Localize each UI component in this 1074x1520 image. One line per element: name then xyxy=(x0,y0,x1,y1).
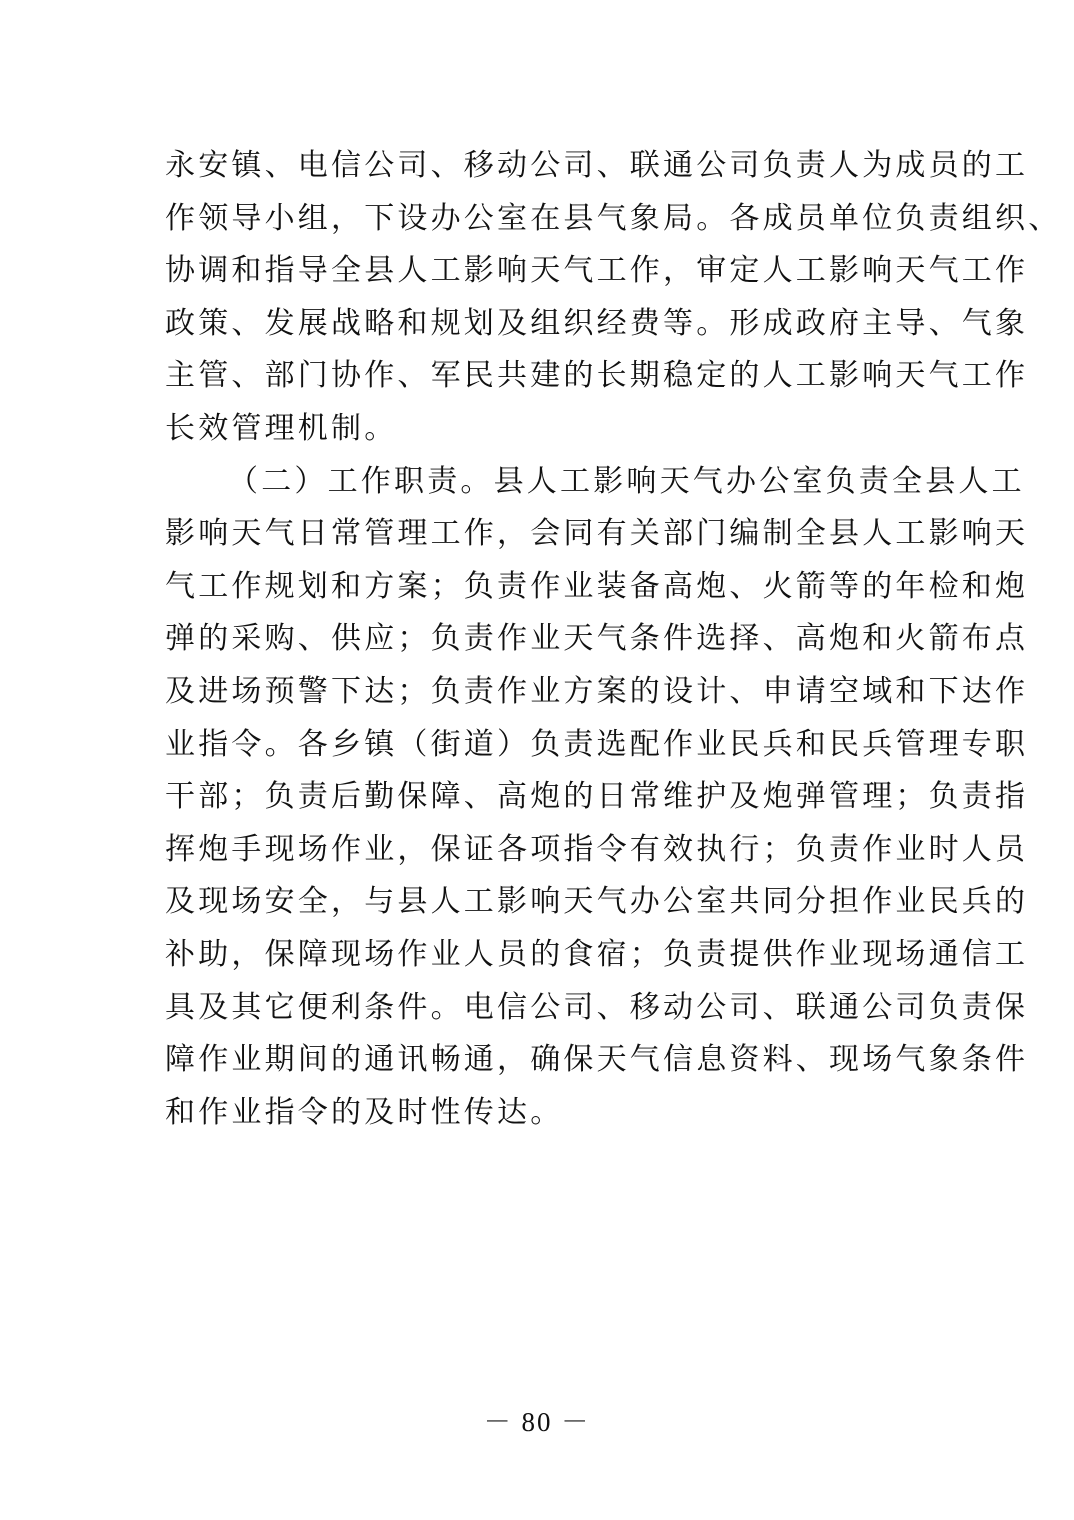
text-line: 政策、发展战略和规划及组织经费等。形成政府主导、气象 xyxy=(165,305,1029,341)
page-number: － 80 － xyxy=(483,1407,591,1437)
text-line: 补助，保障现场作业人员的食宿；负责提供作业现场通信工 xyxy=(165,936,1029,972)
text-line: 挥炮手现场作业，保证各项指令有效执行；负责作业时人员 xyxy=(165,831,1029,867)
text-line: 永安镇、电信公司、移动公司、联通公司负责人为成员的工 xyxy=(165,148,1029,183)
body-text xyxy=(165,140,1062,1139)
text-line: 气工作规划和方案；负责作业装备高炮、火箭等的年检和炮 xyxy=(165,568,1029,604)
text-line: 和作业指令的及时性传达。 xyxy=(165,1094,564,1130)
text-line: 长效管理机制。 xyxy=(165,410,398,446)
text-line: 具及其它便利条件。电信公司、移动公司、联通公司负责保 xyxy=(165,989,1029,1025)
text-line: 及进场预警下达；负责作业方案的设计、申请空域和下达作 xyxy=(165,673,1029,709)
text-line: 业指令。各乡镇（街道）负责选配作业民兵和民兵管理专职 xyxy=(165,726,1029,762)
text-line: 及现场安全，与县人工影响天气办公室共同分担作业民兵的 xyxy=(165,884,1029,920)
text-line: 影响天气日常管理工作，会同有关部门编制全县人工影响天 xyxy=(165,516,1029,552)
text-line: 弹的采购、供应；负责作业天气条件选择、高炮和火箭布点 xyxy=(165,621,1029,657)
text-line: 障作业期间的通讯畅通，确保天气信息资料、现场气象条件 xyxy=(165,1042,1029,1078)
text-line: 协调和指导全县人工影响天气工作，审定人工影响天气工作 xyxy=(165,253,1029,289)
text-line: 作领导小组，下设办公室在县气象局。各成员单位负责组织、 xyxy=(165,200,1062,236)
section-heading-line: （二）工作职责。县人工影响天气办公室负责全县人工 xyxy=(228,463,1025,499)
text-line: 主管、部门协作、军民共建的长期稳定的人工影响天气工作 xyxy=(165,358,1029,394)
text-line: 干部；负责后勤保障、高炮的日常维护及炮弹管理；负责指 xyxy=(165,779,1029,815)
